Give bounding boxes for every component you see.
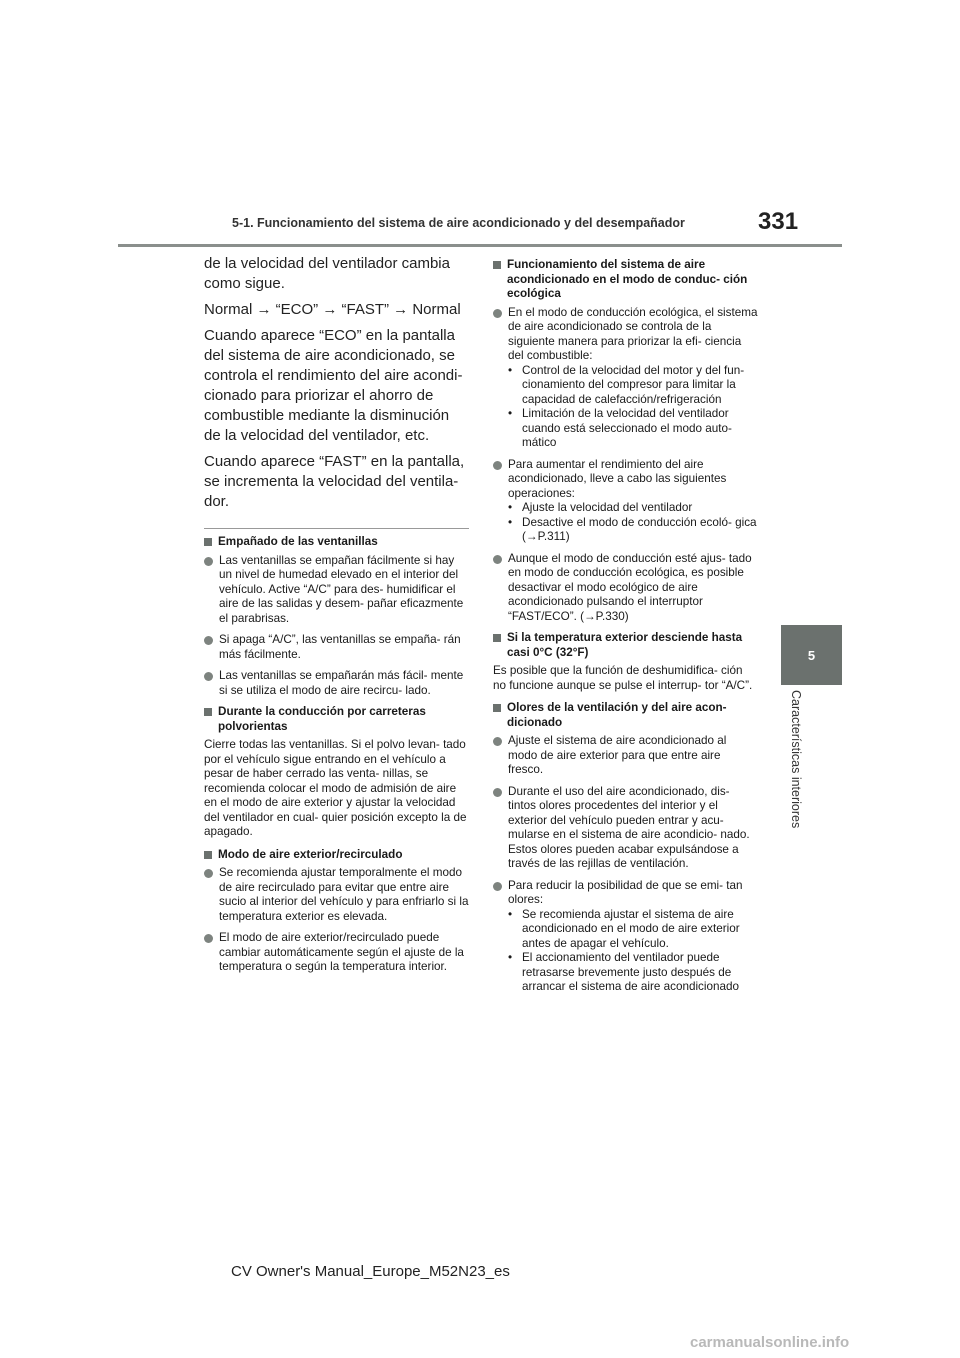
sub-item-text: Ajuste la velocidad del ventilador bbox=[522, 501, 693, 514]
circle-bullet-icon bbox=[493, 737, 502, 746]
dash-bullet-icon: • bbox=[508, 515, 513, 529]
section-paragraph: Cierre todas las ventanillas. Si el polvo levan- tado por el vehículo sigue entrando en el vehículo a pesar de haber cerrado las venta- nillas, se recomienda colocar el modo de admisión de aire en el modo de aire exterior y ajustar la velocidad del ventilador en cual- quier posición excepto la de apagado. bbox=[204, 738, 467, 838]
circle-bullet-icon bbox=[204, 934, 213, 943]
circle-bullet-icon bbox=[204, 636, 213, 645]
sub-item-text: Control de la velocidad del motor y del fun- cionamiento del compresor para limitar la capacidad de calefacción/refrigeración bbox=[522, 363, 745, 406]
intro-paragraph: Cuando aparece “FAST” en la pantalla, se incrementa la velocidad del ventila- dor. bbox=[204, 453, 465, 510]
section-heading-text: Durante la conducción por carreteras polvorientas bbox=[218, 705, 426, 733]
dash-bullet-icon: • bbox=[508, 407, 513, 420]
intro-paragraph: Normal → “ECO” → “FAST” → Normal bbox=[204, 301, 461, 318]
dash-bullet-icon: • bbox=[508, 363, 513, 377]
dash-bullet-icon: • bbox=[508, 951, 513, 964]
square-bullet-icon bbox=[204, 538, 212, 546]
section-heading bbox=[493, 631, 758, 660]
list-item-text: Las ventanillas se empañan fácilmente si hay un nivel de humedad elevado en el interior del vehículo. Active “A/C” para des- humidificar el aire de las salidas y desem- pañar eficazmente el parabrisas. bbox=[219, 553, 464, 625]
list-item-text: Para reducir la posibilidad de que se emi- tan olores: bbox=[508, 878, 743, 906]
intro-paragraph: Cuando aparece “ECO” en la pantalla del sistema de aire acondicionado, se controla el rendimiento del aire acondi- cionado para priorizar el ahorro de combustible mediante la disminución de la velocidad del ventilador, etc. bbox=[204, 327, 463, 444]
square-bullet-icon bbox=[493, 704, 501, 712]
section-paragraph: Es posible que la función de deshumidifica- ción no funcione aunque se pulse el interrup- tor “A/C”. bbox=[493, 664, 753, 692]
intro-paragraph: de la velocidad del ventilador cambia como sigue. bbox=[204, 255, 450, 292]
right-column bbox=[493, 254, 758, 1002]
chapter-number: 5 bbox=[807, 647, 816, 663]
section-divider bbox=[204, 528, 469, 529]
list-item bbox=[204, 633, 469, 662]
section-heading bbox=[204, 848, 469, 863]
section-heading bbox=[204, 535, 469, 550]
sub-item-text: Se recomienda ajustar el sistema de aire acondicionado en el modo de aire exterior antes de apagar el vehículo. bbox=[522, 907, 740, 950]
sub-item-text: El accionamiento del ventilador puede retrasarse brevemente justo después de arrancar el sistema de aire acondicionado bbox=[522, 951, 739, 993]
list-item bbox=[493, 306, 758, 451]
section-heading-text: Empañado de las ventanillas bbox=[218, 535, 378, 548]
sub-item-text: Desactive el modo de conducción ecoló- gica (→P.311) bbox=[522, 515, 757, 543]
circle-bullet-icon bbox=[493, 309, 502, 318]
list-item bbox=[493, 785, 758, 872]
list-item bbox=[493, 552, 758, 625]
section-title: 5-1. Funcionamiento del sistema de aire acondicionado y del desempañador bbox=[232, 216, 685, 230]
watermark-text: carmanualsonline.info bbox=[690, 1334, 850, 1351]
sub-list-item bbox=[508, 501, 758, 516]
dash-bullet-icon: • bbox=[508, 501, 513, 514]
chapter-title: Características interiores bbox=[789, 690, 803, 829]
sub-list-item bbox=[508, 364, 758, 408]
square-bullet-icon bbox=[204, 708, 212, 716]
list-item bbox=[204, 554, 469, 627]
square-bullet-icon bbox=[493, 634, 501, 642]
section-heading-text: Funcionamiento del sistema de aire acondicionado en el modo de conduc- ción ecológica bbox=[507, 258, 748, 300]
section-heading bbox=[204, 705, 469, 734]
section-heading-text: Modo de aire exterior/recirculado bbox=[218, 847, 403, 861]
section-heading bbox=[493, 701, 758, 730]
circle-bullet-icon bbox=[204, 557, 213, 566]
circle-bullet-icon bbox=[493, 788, 502, 797]
list-item bbox=[493, 734, 758, 778]
list-item-text: Las ventanillas se empañarán más fácil- mente si se utiliza el modo de aire recircu- lado. bbox=[219, 669, 464, 697]
list-item-text: Ajuste el sistema de aire acondicionado al modo de aire exterior para que entre aire fresco. bbox=[508, 734, 727, 776]
list-item-text: Para aumentar el rendimiento del aire acondicionado, lleve a cabo las siguientes operaciones: bbox=[508, 457, 727, 500]
list-item-text: Si apaga “A/C”, las ventanillas se empaña- rán más fácilmente. bbox=[219, 633, 461, 661]
circle-bullet-icon bbox=[204, 672, 213, 681]
sub-list-item bbox=[508, 516, 758, 545]
list-item bbox=[204, 669, 469, 698]
page-number: 331 bbox=[758, 208, 799, 235]
footer-manual-id: CV Owner's Manual_Europe_M52N23_es bbox=[231, 1263, 510, 1280]
list-item-text: Aunque el modo de conducción esté ajus- tado en modo de conducción ecológica, es posible desactivar el modo ecológico de aire acondicionado pulsando el interruptor “FAST/ECO”. (→P.330) bbox=[508, 551, 752, 623]
list-item-text: El modo de aire exterior/recirculado puede cambiar automáticamente según el ajuste de la temperatura o según la temperatura interior. bbox=[219, 931, 464, 973]
circle-bullet-icon bbox=[493, 555, 502, 564]
sub-item-text: Limitación de la velocidad del ventilador cuando está seleccionado el modo auto- mático bbox=[522, 407, 732, 449]
circle-bullet-icon bbox=[493, 882, 502, 891]
sub-list-item bbox=[508, 407, 758, 451]
sub-list-item bbox=[508, 951, 758, 995]
square-bullet-icon bbox=[204, 851, 212, 859]
header-rule bbox=[118, 244, 842, 247]
circle-bullet-icon bbox=[204, 869, 213, 878]
chapter-tab bbox=[781, 625, 842, 685]
left-column bbox=[204, 254, 469, 982]
section-heading-text: Si la temperatura exterior desciende hasta casi 0°C (32°F) bbox=[507, 631, 743, 659]
dash-bullet-icon: • bbox=[508, 907, 513, 921]
list-item-text: En el modo de conducción ecológica, el sistema de aire acondicionado se controla de la siguiente manera para priorizar la efi- ciencia del combustible: bbox=[508, 305, 758, 362]
square-bullet-icon bbox=[493, 261, 501, 269]
list-item bbox=[204, 866, 469, 924]
list-item bbox=[204, 931, 469, 975]
section-heading bbox=[493, 258, 758, 302]
section-heading-text: Olores de la ventilación y del aire acon- dicionado bbox=[507, 701, 727, 729]
list-item-text: Se recomienda ajustar temporalmente el modo de aire recirculado para evitar que entre aire sucio al interior del vehículo y para enfriarlo si la temperatura exterior es elevada. bbox=[219, 866, 469, 923]
circle-bullet-icon bbox=[493, 461, 502, 470]
list-item-text: Durante el uso del aire acondicionado, dis- tintos olores procedentes del interior y el exterior del vehículo pueden entrar y acu- mularse en el sistema de aire acondicio- nado. Estos olores pueden acabar expulsándose a través de las rejillas de ventilación. bbox=[508, 784, 750, 870]
list-item bbox=[493, 458, 758, 545]
list-item bbox=[493, 879, 758, 995]
sub-list-item bbox=[508, 908, 758, 952]
